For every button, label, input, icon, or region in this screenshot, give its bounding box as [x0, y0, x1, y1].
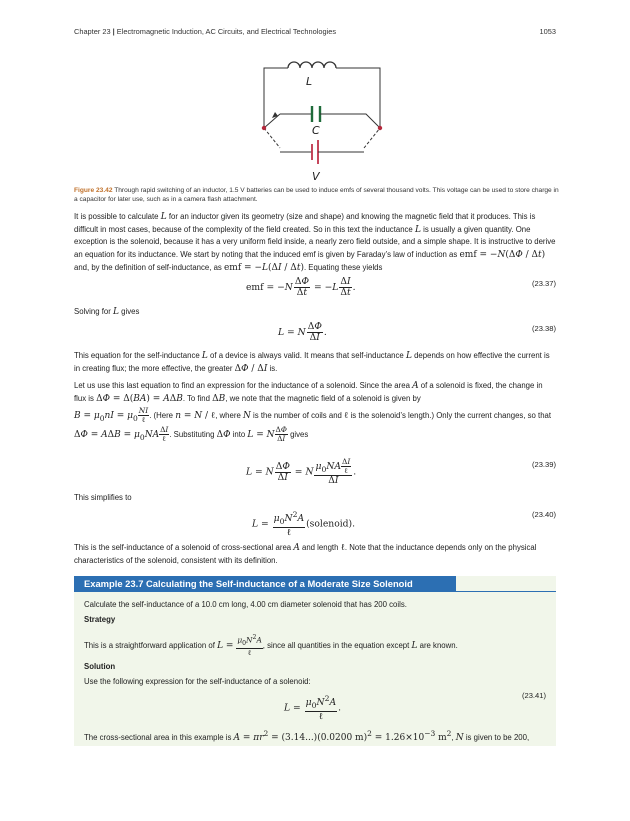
solution-heading: Solution [84, 662, 116, 671]
paragraph-solenoid-field: $B = \mu_0nI = \mu_0$ NI ℓ . (Here n = N / ℓ, where N is the number of coils and ℓ is the solenoid’s length.) Only the current changes, so that $\Delta\Phi = A\Delta B = \mu_0NA$ ΔI ℓ . Substituting ΔΦ into L = N $\frac{\Delta\Phi}{\Delta I}$ gives [74, 406, 552, 443]
equation-23-37: emf = −N $\frac{\Delta\Phi}{\Delta t}$ = −L $\frac{\Delta I}{\Delta t}$ . [246, 276, 356, 298]
label-V: V [312, 170, 320, 183]
solution-text: Use the following expression for the self-inductance of a solenoid: [84, 677, 311, 686]
area-text: The cross-sectional area in this example is $A = \pi r^2 = (3.14...)(0.0200$ $m)^2 = 1.26\times 10^{-3}$ $m^2$, N is given to be 200, [84, 729, 530, 743]
equation-23-39: L = N $\frac{\Delta\Phi}{\Delta I}$ = N $\mu_0NA$ ΔI ℓ ΔI . [246, 457, 357, 486]
label-L: L [306, 75, 313, 88]
strategy-heading: Strategy [84, 615, 116, 624]
example-title: Example 23.7 Calculating the Self-inductance of a Moderate Size Solenoid [74, 576, 456, 591]
page-number: 1053 [539, 27, 556, 36]
equation-23-41: L = $\frac{\mu_0N^2A}{\text{ℓ}}$ . [284, 694, 341, 722]
figure-label: Figure 23.42 [74, 187, 113, 194]
paragraph-solenoid: Let us use this last equation to find an expression for the inductance of a solenoid. Since the area A of a solenoid is fixed, the change in flux is ΔΦ = Δ(BA) = AΔB. To find ΔB, we note that the magnetic field of a solenoid is given by [74, 381, 543, 404]
circuit-figure [244, 52, 400, 184]
equation-number-23-39: (23.39) [531, 460, 556, 469]
node-left [262, 126, 266, 130]
equation-number-23-38: (23.38) [531, 324, 556, 333]
chapter-label: Chapter 23 [74, 27, 111, 36]
strategy-text: This is a straightforward application of L = $\mu_0N^2A$ ℓ , since all quantities in the equation except L are known. [84, 634, 458, 657]
node-right [378, 126, 382, 130]
example-title-rule [74, 591, 556, 592]
header-separator: | [112, 27, 115, 36]
equation-number-23-37: (23.37) [531, 279, 556, 288]
inductor-coil [288, 62, 336, 68]
equation-23-40: L = $\frac{\mu_0N^2A}{\text{ℓ}}$ (solenoid). [252, 510, 356, 538]
label-C: C [312, 124, 320, 137]
top-wire [264, 68, 288, 128]
wire-mid-right [320, 114, 380, 128]
chapter-title: Electromagnetic Induction, AC Circuits, and Electrical Technologies [116, 27, 337, 36]
figure-caption [74, 186, 560, 205]
equation-number-23-41: (23.41) [521, 691, 546, 700]
paragraph-solving: Solving for L gives [74, 307, 140, 317]
example-problem: Calculate the self-inductance of a 10.0 cm long, 4.00 cm diameter solenoid that has 200 coils. [84, 600, 407, 609]
switch-right [364, 128, 380, 148]
equation-23-38: L = N $\frac{\Delta\Phi}{\Delta I}$ . [278, 321, 327, 343]
page-header [74, 27, 556, 36]
paragraph-intro: It is possible to calculate L for an inductor given its geometry (size and shape) and knowing the magnetic field that it produces. This is difficult in most cases, because of the complexity of the field created. So in this text the inductance L is usually a given quantity. One exception is the solenoid, because it has a very uniform field inside, a nearly zero field outside, and a simple shape. It is instructive to derive an equation for its inductance. We start by noting that the induced emf is given by Faraday’s law of induction as emf = −N(ΔΦ / Δt) and, by the definition of self-inductance, as emf = −L(ΔI / Δt). Equating these yields [74, 212, 556, 273]
switch-left [264, 128, 280, 148]
paragraph-conclusion: This is the self-inductance of a solenoid of cross-sectional area A and length ℓ. Note that the inductance depends only on the physical characteristics of the solenoid, consistent with its definition. [74, 543, 537, 565]
equation-number-23-40: (23.40) [531, 510, 556, 519]
caption-text: Through rapid switching of an inductor, 1.5 V batteries can be used to induce emfs of several thousand volts. This voltage can be used to store charge in a capacitor for later use, such as in a camera flash attachment. [74, 187, 559, 204]
top-wire-right [336, 68, 380, 128]
paragraph-self-inductance: This equation for the self-inductance L of a device is always valid. It means that self-inductance L depends on how effective the current is in creating flux; the more effective, the greater ΔΦ / ΔI is. [74, 351, 550, 374]
paragraph-simplifies: This simplifies to [74, 493, 132, 502]
